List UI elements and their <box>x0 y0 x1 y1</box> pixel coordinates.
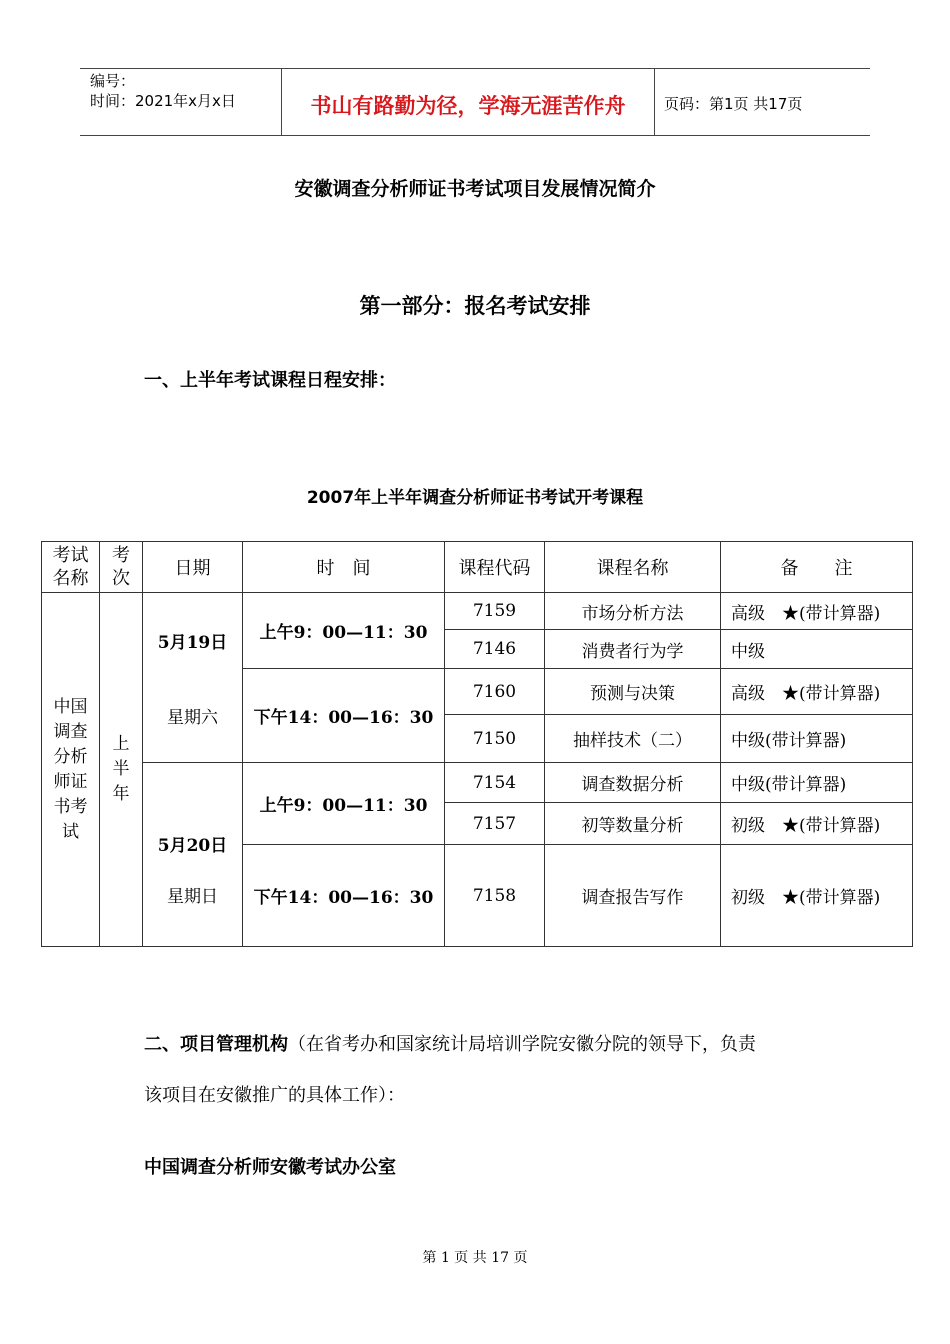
header-motto: 书山有路勤为径，学海无涯苦作舟 <box>310 93 626 118</box>
header-session: 考次 <box>100 542 143 593</box>
table-row <box>42 763 913 803</box>
header-meta <box>90 71 236 111</box>
header-time: 时 间 <box>243 542 445 593</box>
course-remark: 中级 <box>721 630 913 669</box>
header-course-name: 课程名称 <box>545 542 721 593</box>
day1-date: 5月19日 <box>157 632 228 653</box>
course-remark: 高级 ★(带计算器) <box>721 669 913 715</box>
header-bottom-rule <box>80 135 870 136</box>
section2-paragraph <box>144 1030 756 1056</box>
header-exam-name: 考试名称 <box>42 542 100 593</box>
page-footer: 第 1 页 共 17 页 <box>422 1250 528 1266</box>
day2-weekday: 星期日 <box>167 886 218 907</box>
session-cell: 上半年 <box>100 593 143 947</box>
course-code: 7146 <box>445 630 545 669</box>
header-remark: 备 注 <box>721 542 913 593</box>
day1-weekday: 星期六 <box>167 707 218 728</box>
course-remark: 高级 ★(带计算器) <box>721 593 913 630</box>
day2-date-cell <box>143 763 243 947</box>
course-name: 调查报告写作 <box>545 845 721 947</box>
part-title: 第一部分：报名考试安排 <box>359 294 591 318</box>
course-name: 抽样技术（二） <box>545 715 721 763</box>
header-divider-right <box>654 68 655 136</box>
day1-date-cell <box>143 593 243 763</box>
course-name: 消费者行为学 <box>545 630 721 669</box>
day2-date: 5月20日 <box>157 835 228 856</box>
section2-text-line2: 该项目在安徽推广的具体工作）： <box>144 1085 405 1106</box>
course-code: 7158 <box>445 845 545 947</box>
section2-text-line1: （在省考办和国家统计局培训学院安徽分院的领导下，负责 <box>288 1034 756 1055</box>
course-remark: 中级(带计算器) <box>721 715 913 763</box>
header-top-rule <box>80 68 870 69</box>
header-date: 日期 <box>143 542 243 593</box>
course-remark: 中级(带计算器) <box>721 763 913 803</box>
course-code: 7157 <box>445 803 545 845</box>
day2-morning-time: 上午9：00—11：30 <box>243 763 445 845</box>
course-code: 7159 <box>445 593 545 630</box>
header-course-code: 课程代码 <box>445 542 545 593</box>
table-row <box>42 593 913 630</box>
day2-afternoon-time: 下午14：00—16：30 <box>243 845 445 947</box>
course-remark: 初级 ★(带计算器) <box>721 845 913 947</box>
table-header-row <box>42 542 913 593</box>
course-name: 预测与决策 <box>545 669 721 715</box>
office-name: 中国调查分析师安徽考试办公室 <box>144 1157 396 1178</box>
course-name: 市场分析方法 <box>545 593 721 630</box>
header-page-info: 页码：第1页 共17页 <box>664 95 803 113</box>
day1-morning-time: 上午9：00—11：30 <box>243 593 445 669</box>
table-caption: 2007年上半年调查分析师证书考试开考课程 <box>306 488 644 508</box>
course-code: 7160 <box>445 669 545 715</box>
schedule-table <box>41 541 913 947</box>
header-number-label: 编号： <box>90 72 136 90</box>
section1-heading: 一、上半年考试课程日程安排： <box>144 370 396 391</box>
course-code: 7150 <box>445 715 545 763</box>
header-time-label: 时间：2021年x月x日 <box>90 92 236 110</box>
course-remark: 初级 ★(带计算器) <box>721 803 913 845</box>
day1-afternoon-time: 下午14：00—16：30 <box>243 669 445 763</box>
course-name: 初等数量分析 <box>545 803 721 845</box>
course-name: 调查数据分析 <box>545 763 721 803</box>
course-code: 7154 <box>445 763 545 803</box>
exam-name-cell: 中国调查分析师证书考试 <box>42 593 100 947</box>
document-title: 安徽调查分析师证书考试项目发展情况简介 <box>294 178 656 200</box>
section2-heading: 二、项目管理机构 <box>144 1034 288 1055</box>
